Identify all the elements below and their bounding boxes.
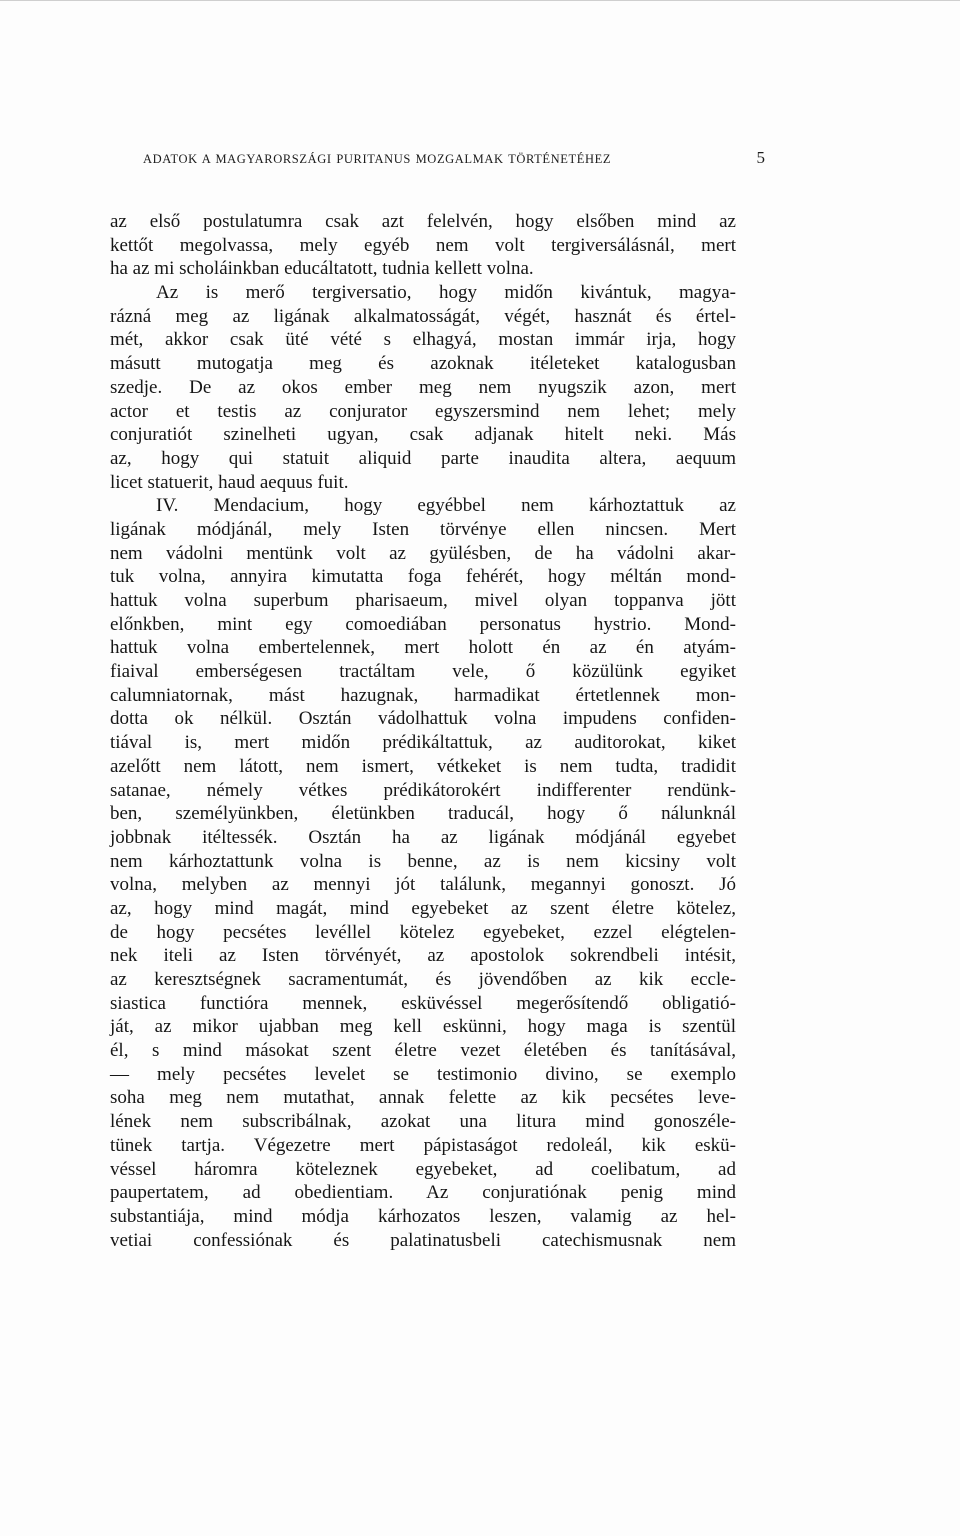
text-line: actor et testis az conjurator egyszersmind nem lehet; mely (110, 400, 736, 422)
text-line: ben, személyünkben, életünkben traducál, hogy ő nálunknál (110, 803, 736, 825)
text-line: tiával is, mert midőn prédikáltattuk, az auditorokat, kiket (110, 732, 736, 754)
text-line: azelőtt nem látott, nem ismert, vétkeket is nem tudta, tradidit (110, 755, 736, 777)
text-line: jobbnak itéltessék. Osztán ha az ligának módjánál egyebet (110, 826, 736, 848)
text-line: fiaival emberségesen tractáltam vele, ő közülünk egyiket (110, 661, 736, 683)
text-line: vetiai confessiónak és palatinatusbeli catechismusnak nem (110, 1229, 736, 1251)
text-line: dotta ok nélkül. Osztán vádolhattuk volna impudens confiden- (110, 708, 736, 730)
text-line: calumniatornak, mást hazugnak, harmadikat értetlennek mon- (110, 684, 736, 706)
body-text (110, 210, 736, 1252)
text-line: az keresztségnek sacramentumát, és jövendőben az kik eccle- (110, 969, 736, 990)
text-line: volna, melyben az mennyi jót találunk, megannyi gonoszt. Jó (110, 874, 736, 896)
text-line: lének nem subscribálnak, azokat una litura mind gonoszéle- (110, 1111, 736, 1133)
text-line: ját, az mikor ujabban meg kell eskünni, hogy maga is szentül (110, 1016, 736, 1038)
text-line: satanae, némely vétkes prédikátorokért indifferenter rendünk- (110, 779, 736, 801)
text-line: tuk volna, annyira kimutatta foga fehérét, hogy méltán mond- (110, 566, 736, 588)
text-line: siastica functióra mennek, esküvéssel megerősítendő obligatió- (110, 992, 736, 1014)
running-header (143, 150, 775, 174)
text-line: paupertatem, ad obedientiam. Az conjuratiónak penig mind (110, 1182, 736, 1204)
scan-edge-line (0, 0, 960, 4)
running-title: ADATOK A MAGYARORSZÁGI PURITANUS MOZGALMAK TÖRTÉNETÉHEZ (143, 152, 612, 166)
text-line: ha az mi scholáinkban educáltatott, tudnia kellett volna. (110, 258, 534, 280)
text-line: Az is merő tergiversatio, hogy midőn kivántuk, magya- (156, 282, 736, 304)
text-line: tünek tartja. Végezetre mert pápistaságot redoleál, kik eskü- (110, 1134, 736, 1156)
page-number: 5 (756, 148, 765, 167)
text-line: ligának módjánál, mely Isten törvénye ellen nincsen. Mert (110, 518, 736, 540)
text-line: az első postulatumra csak azt felelvén, hogy elsőben mind az (110, 211, 736, 232)
text-line: de hogy pecsétes levéllel kötelez egyebeket, ezzel elégtelen- (110, 921, 736, 943)
text-line: nek iteli az Isten törvényét, az apostolok sokrendbeli intésit, (110, 945, 736, 967)
text-line: az, hogy qui statuit aliquid parte inaudita altera, aequum (110, 447, 736, 469)
text-line: conjuratiót szinelheti ugyan, csak adjanak hitelt neki. Más (110, 424, 736, 446)
text-line: előnkben, mint egy comoediában personatus hystrio. Mond- (110, 613, 736, 635)
text-line: hattuk volna embertelennek, mert holott én az én atyám- (110, 637, 736, 659)
text-line: nem kárhoztattunk volna is benne, az is nem kicsiny volt (110, 850, 736, 872)
text-line: nem vádolni mentünk volt az gyülésben, de ha vádolni akar- (110, 542, 736, 564)
text-line: soha meg nem mutathat, annak felette az kik pecsétes leve- (110, 1087, 736, 1109)
text-line: szedje. De az okos ember meg nem nyugszik azon, mert (110, 376, 736, 398)
text-line: az, hogy mind magát, mind egyebeket az szent életre kötelez, (110, 897, 736, 919)
text-line: másutt mutogatja meg és azoknak itéleteket katalogusban (110, 353, 736, 375)
text-line: substantiája, mind módja kárhozatos leszen, valamig az hel- (110, 1205, 736, 1227)
text-line: rázná meg az ligának alkalmatosságát, végét, hasznát és értel- (110, 305, 736, 327)
text-line: hattuk volna superbum pharisaeum, mivel olyan toppanva jött (110, 590, 736, 611)
text-line: IV. Mendacium, hogy egyébbel nem kárhoztattuk az (156, 495, 736, 517)
text-line: licet statuerit, haud aequus fuit. (110, 471, 349, 493)
text-line: véssel háromra köteleznek egyebeket, ad coelibatum, ad (110, 1158, 736, 1180)
text-line: él, s mind másokat szent életre vezet életében és tanításával, (110, 1040, 736, 1062)
text-line: kettőt megolvassa, mely egyéb nem volt tergiversálásnál, mert (110, 234, 736, 256)
text-line: mét, akkor csak üté vété s elhagyá, mostan immár irja, hogy (110, 329, 736, 351)
text-line: — mely pecsétes levelet se testimonio divino, se exemplo (110, 1063, 736, 1085)
